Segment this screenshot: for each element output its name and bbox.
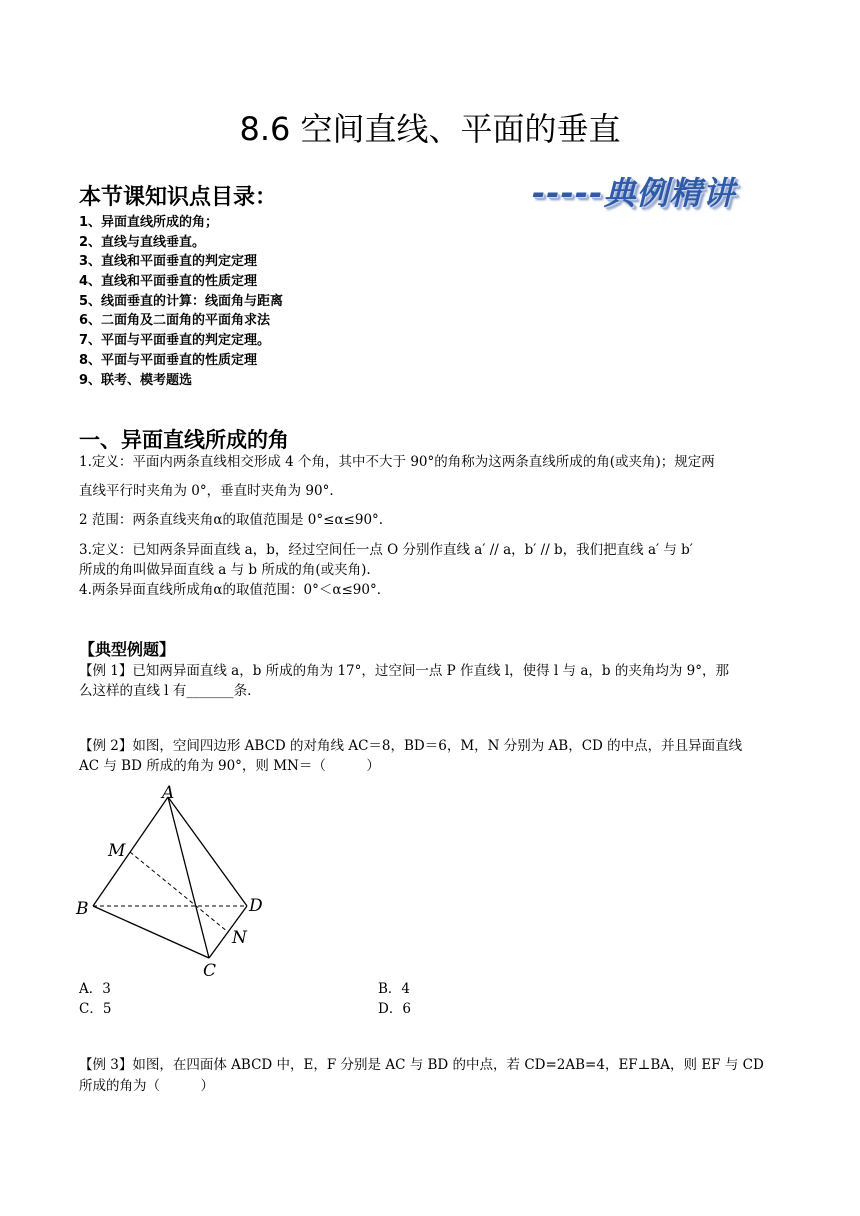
toc-heading: 本节课知识点目录： — [79, 185, 278, 210]
toc-item: 2、直线与直线垂直。 — [79, 234, 206, 250]
definition-3-line2: 所成的角叫做异面直线 a 与 b 所成的角(或夹角). — [79, 562, 371, 578]
example-2-line1: 【例 2】如图，空间四边形 ABCD 的对角线 AC＝8，BD＝6，M，N 分别为 AB，CD 的中点，并且异面直线 — [79, 738, 743, 754]
toc-list — [79, 213, 283, 390]
toc-item: 3、直线和平面垂直的判定定理 — [79, 254, 258, 270]
toc-item: 6、二面角及二面角的平面角求法 — [79, 313, 271, 329]
toc-item: 7、平面与平面垂直的判定定理。 — [79, 333, 271, 349]
examples-heading: 【典型例题】 — [79, 640, 176, 659]
edge-ab — [93, 797, 168, 906]
label-n: N — [232, 928, 247, 948]
label-b: B — [76, 899, 89, 919]
edge-bc — [93, 906, 209, 958]
toc-item: 1、异面直线所成的角； — [79, 215, 219, 230]
page-title: 8.6 空间直线、平面的垂直 — [239, 110, 621, 148]
toc-item: 9、联考、模考题选 — [79, 372, 193, 388]
option-b: B．4 — [378, 981, 411, 997]
option-d: D．6 — [378, 1001, 411, 1017]
definition-1-line1: 1.定义：平面内两条直线相交形成 4 个角，其中不大于 90°的角称为这两条直线所成的角(或夹角)；规定两 — [79, 454, 715, 470]
option-c: C．5 — [79, 1001, 112, 1017]
toc-item: 4、直线和平面垂直的性质定理 — [79, 274, 258, 290]
option-a: A．3 — [79, 981, 111, 997]
example-3-line1: 【例 3】如图，在四面体 ABCD 中，E，F 分别是 AC 与 BD 的中点，若 CD=2AB=4，EF⊥BA，则 EF 与 CD — [79, 1057, 764, 1073]
section-heading: 一、异面直线所成的角 — [79, 428, 289, 452]
range-paragraph-2: 4.两条异面直线所成角α的取值范围：0°＜α≤90°． — [79, 582, 391, 598]
banner-typical-examples: -----典例精讲 — [532, 174, 736, 212]
range-paragraph: 2 范围：两条直线夹角α的取值范围是 0°≤α≤90°. — [79, 512, 384, 528]
label-m: M — [108, 841, 126, 861]
toc-item: 8、平面与平面垂直的性质定理 — [79, 352, 258, 368]
toc-item: 5、线面垂直的计算：线面角与距离 — [79, 293, 284, 309]
example-2-line2: AC 与 BD 所成的角为 90°，则 MN＝（ ） — [79, 758, 380, 774]
definition-1-line2: 直线平行时夹角为 0°，垂直时夹角为 90°. — [79, 483, 334, 499]
segment-mn — [130, 852, 228, 932]
example-1-line2: 么这样的直线 l 有_______条. — [79, 683, 252, 699]
edge-ac — [168, 797, 209, 958]
example-3-line2: 所成的角为（ ） — [79, 1078, 214, 1094]
label-a: A — [162, 783, 175, 803]
edge-ad — [168, 797, 247, 906]
tetrahedron-figure — [72, 780, 282, 980]
label-c: C — [203, 961, 217, 980]
example-1-line1: 【例 1】已知两异面直线 a，b 所成的角为 17°，过空间一点 P 作直线 l，使得 l 与 a，b 的夹角均为 9°，那 — [79, 663, 729, 679]
definition-3-line1: 3.定义：已知两条异面直线 a，b，经过空间任一点 O 分别作直线 a′ // a，b′ // b，我们把直线 a′ 与 b′ — [79, 542, 693, 558]
label-d: D — [249, 896, 263, 916]
